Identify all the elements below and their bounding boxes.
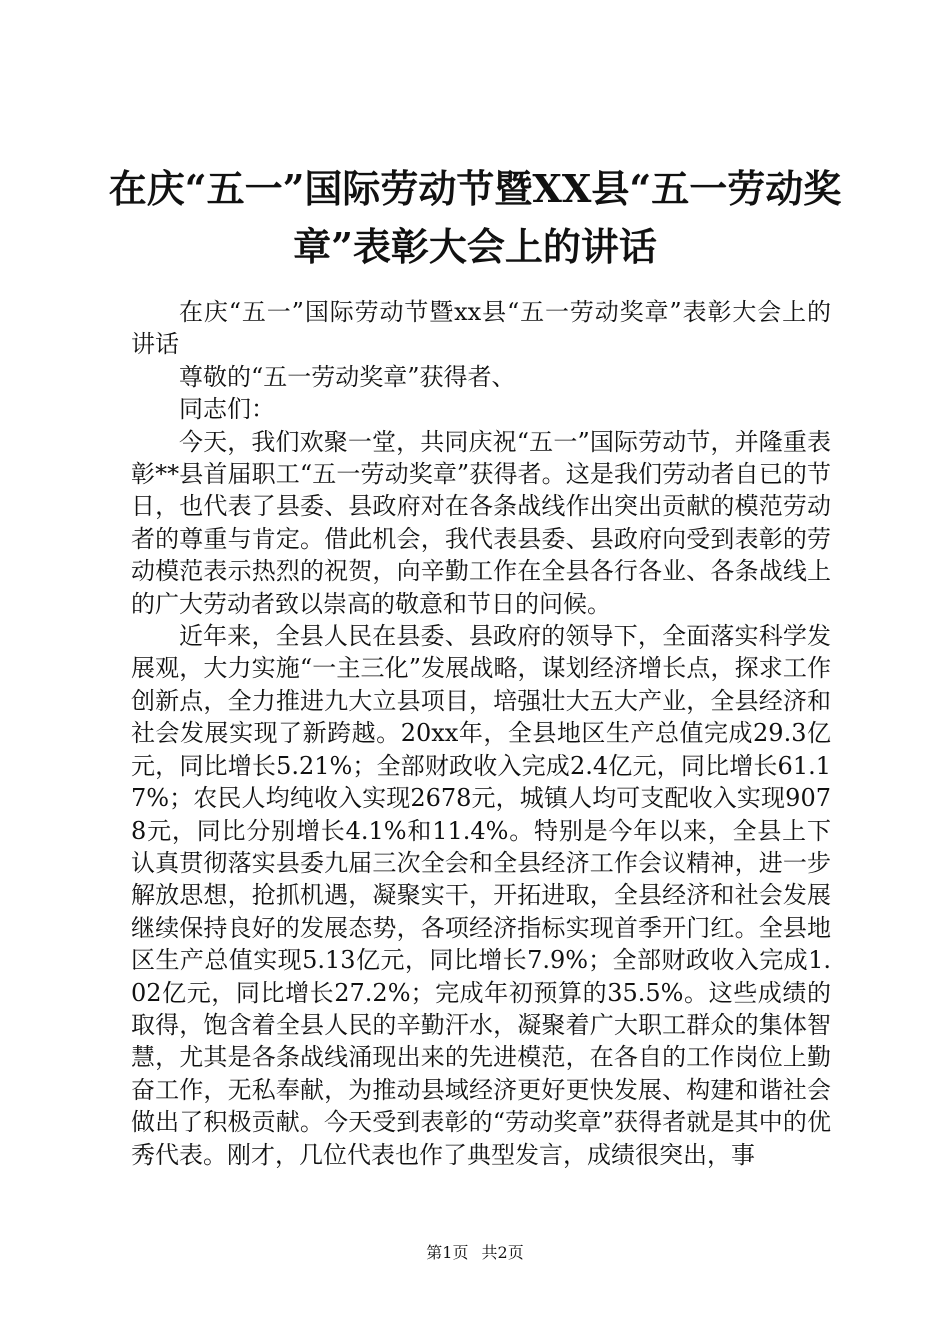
page-footer [0,1243,950,1263]
document-body [131,296,831,1171]
paragraph-achievements: 近年来，全县人民在县委、县政府的领导下，全面落实科学发展观，大力实施“一主三化”发展战略，谋划经济增长点，探求工作创新点，全力推进九大立县项目，培强壮大五大产业，全县经济和社会发展实现了新跨越。20xx年，全县地区生产总值完成29.3亿元，同比增长5.21%；全部财政收入完成2.4亿元，同比增长61.17%；农民人均纯收入实现2678元，城镇人均可支配收入实现9078元，同比分别增长4.1%和11.4%。特别是今年以来，全县上下认真贯彻落实县委九届三次全会和全县经济工作会议精神，进一步解放思想，抢抓机遇，凝聚实干，开拓进取，全县经济和社会发展继续保持良好的发展态势，各项经济指标实现首季开门红。全县地区生产总值实现5.13亿元，同比增长7.9%；全部财政收入完成1.02亿元，同比增长27.2%；完成年初预算的35.5%。这些成绩的取得，饱含着全县人民的辛勤汗水，凝聚着广大职工群众的集体智慧，尤其是各条战线涌现出来的先进模范，在各自的工作岗位上勤奋工作，无私奉献，为推动县域经济更好更快发展、构建和谐社会做出了积极贡献。今天受到表彰的“劳动奖章”获得者就是其中的优秀代表。刚才，几位代表也作了典型发言，成绩很突出，事 [131,622,831,1169]
document-title: 在庆“五一”国际劳动节暨XX县“五一劳动奖章”表彰大会上的讲话 [108,166,842,269]
paragraph-greeting: 同志们： [179,395,275,424]
page-total: 共2页 [481,1243,524,1262]
paragraph-opening: 今天，我们欢聚一堂，共同庆祝“五一”国际劳动节，并隆重表彰**县首届职工“五一劳动奖章”获得者。这是我们劳动者自已的节日，也代表了县委、县政府对在各条战线作出突出贡献的模范劳动者的尊重与肯定。借此机会，我代表县委、县政府向受到表彰的劳动模范表示热烈的祝贺，向辛勤工作在全县各行各业、各条战线上的广大劳动者致以崇高的敬意和节日的问候。 [131,427,831,618]
paragraph-subtitle: 在庆“五一”国际劳动节暨xx县“五一劳动奖章”表彰大会上的讲话 [131,298,831,359]
paragraph-salutation: 尊敬的“五一劳动奖章”获得者、 [179,362,516,391]
page-number: 第1页 [426,1243,469,1262]
